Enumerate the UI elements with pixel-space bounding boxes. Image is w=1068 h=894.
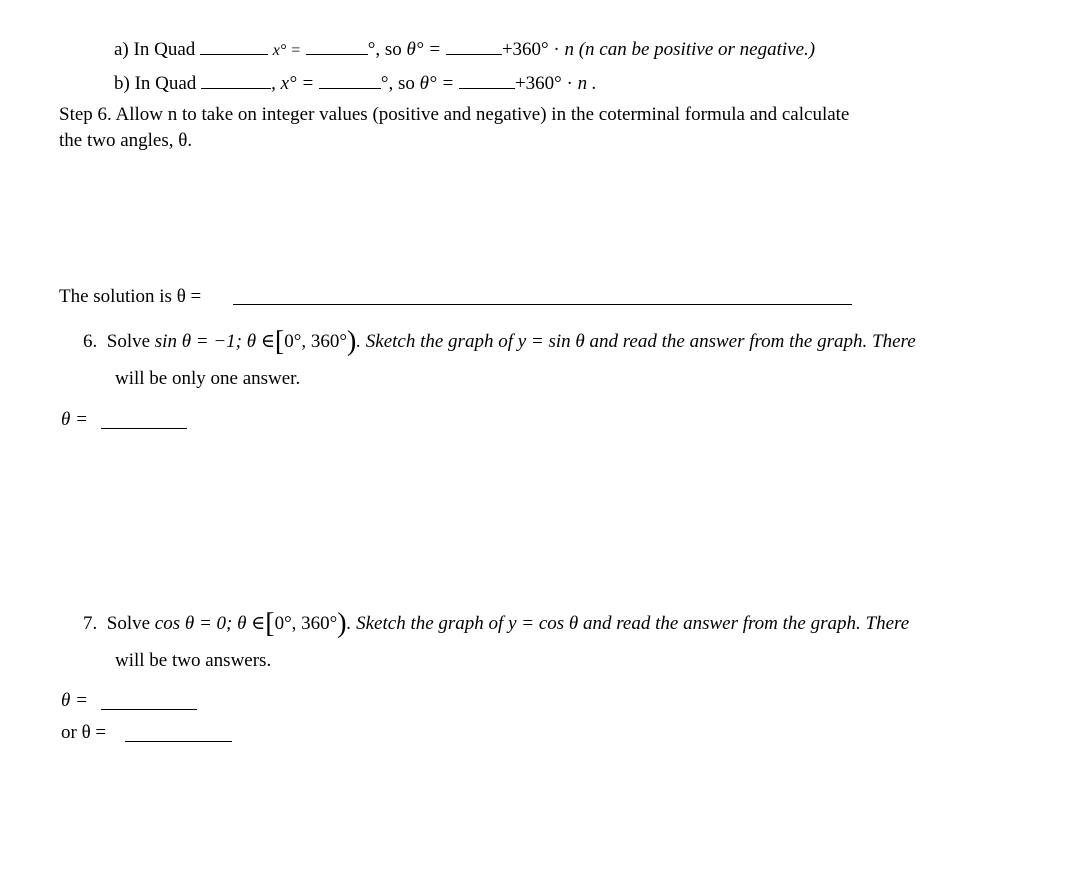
part-a-line xyxy=(114,39,815,62)
problem7-answer1-line[interactable] xyxy=(101,709,197,710)
part-a-theta-eq: θ° = xyxy=(406,39,442,60)
part-b-theta-blank[interactable] xyxy=(459,73,515,89)
problem7-line1 xyxy=(83,608,910,639)
problem6-solve: Solve xyxy=(106,331,151,352)
part-b-dot: · xyxy=(566,73,573,94)
problem7-line2: will be two answers. xyxy=(115,650,272,671)
problem7-answer2-line[interactable] xyxy=(125,741,232,742)
part-b-x-eq: , x° = xyxy=(271,73,315,94)
problem6-rest: . Sketch the graph of y = sin θ and read the answer from the graph. There xyxy=(356,331,916,352)
part-b-x-blank[interactable] xyxy=(319,73,381,89)
part-b-quad-blank[interactable] xyxy=(201,73,271,89)
step6-line2: the two angles, θ. xyxy=(59,130,193,151)
part-b-line xyxy=(114,73,597,96)
part-b-plus360: +360° xyxy=(514,73,562,94)
problem6-line2: will be only one answer. xyxy=(115,368,301,389)
part-b-n-text: n . xyxy=(577,73,597,94)
problem7-answer2-label: or θ = xyxy=(61,722,107,743)
problem6-interval: 0°, 360° xyxy=(284,331,347,352)
problem7-interval: 0°, 360° xyxy=(274,613,338,634)
step6-line1: Step 6. Allow n to take on integer values (positive and negative) in the coterminal formula and calculate xyxy=(59,104,850,125)
part-a-x-blank[interactable] xyxy=(306,39,368,55)
part-a-in-quad: In Quad xyxy=(133,39,196,60)
part-a-quad-blank[interactable] xyxy=(200,39,268,55)
problem6-answer-line[interactable] xyxy=(101,428,187,429)
part-a-dot: · xyxy=(553,39,560,60)
problem7-answer1-label: θ = xyxy=(61,690,88,711)
solution-answer-line[interactable] xyxy=(233,304,852,305)
part-a-plus360: +360° xyxy=(501,39,549,60)
part-b-in-quad: In Quad xyxy=(134,73,197,94)
solution-label: The solution is θ = xyxy=(59,286,202,307)
problem7-paren-close: ) xyxy=(337,608,347,639)
part-a-theta-blank[interactable] xyxy=(446,39,502,55)
problem6-number: 6. xyxy=(83,331,98,352)
part-a-n-text: n (n can be positive or negative.) xyxy=(564,39,816,60)
problem6-answer-label: θ = xyxy=(61,409,88,430)
problem7-rest: . Sketch the graph of y = cos θ and read the answer from the graph. There xyxy=(346,613,910,634)
problem6-line1 xyxy=(83,326,916,357)
part-a-label: a) xyxy=(114,39,129,60)
part-a-x-eq: x° = xyxy=(272,42,302,59)
problem7-solve: Solve xyxy=(106,613,151,634)
part-a-so: °, so xyxy=(367,39,402,60)
part-b-label: b) xyxy=(114,73,130,94)
problem7-bracket-open: [ xyxy=(265,608,275,639)
problem6-equation: sin θ = −1; θ ∈ xyxy=(154,331,275,352)
problem7-equation: cos θ = 0; θ ∈ xyxy=(154,613,266,634)
problem6-paren-close: ) xyxy=(346,326,357,357)
part-b-theta-eq: θ° = xyxy=(419,73,455,94)
problem6-bracket-open: [ xyxy=(274,326,285,357)
problem7-number: 7. xyxy=(83,613,98,634)
part-b-so: °, so xyxy=(380,73,415,94)
